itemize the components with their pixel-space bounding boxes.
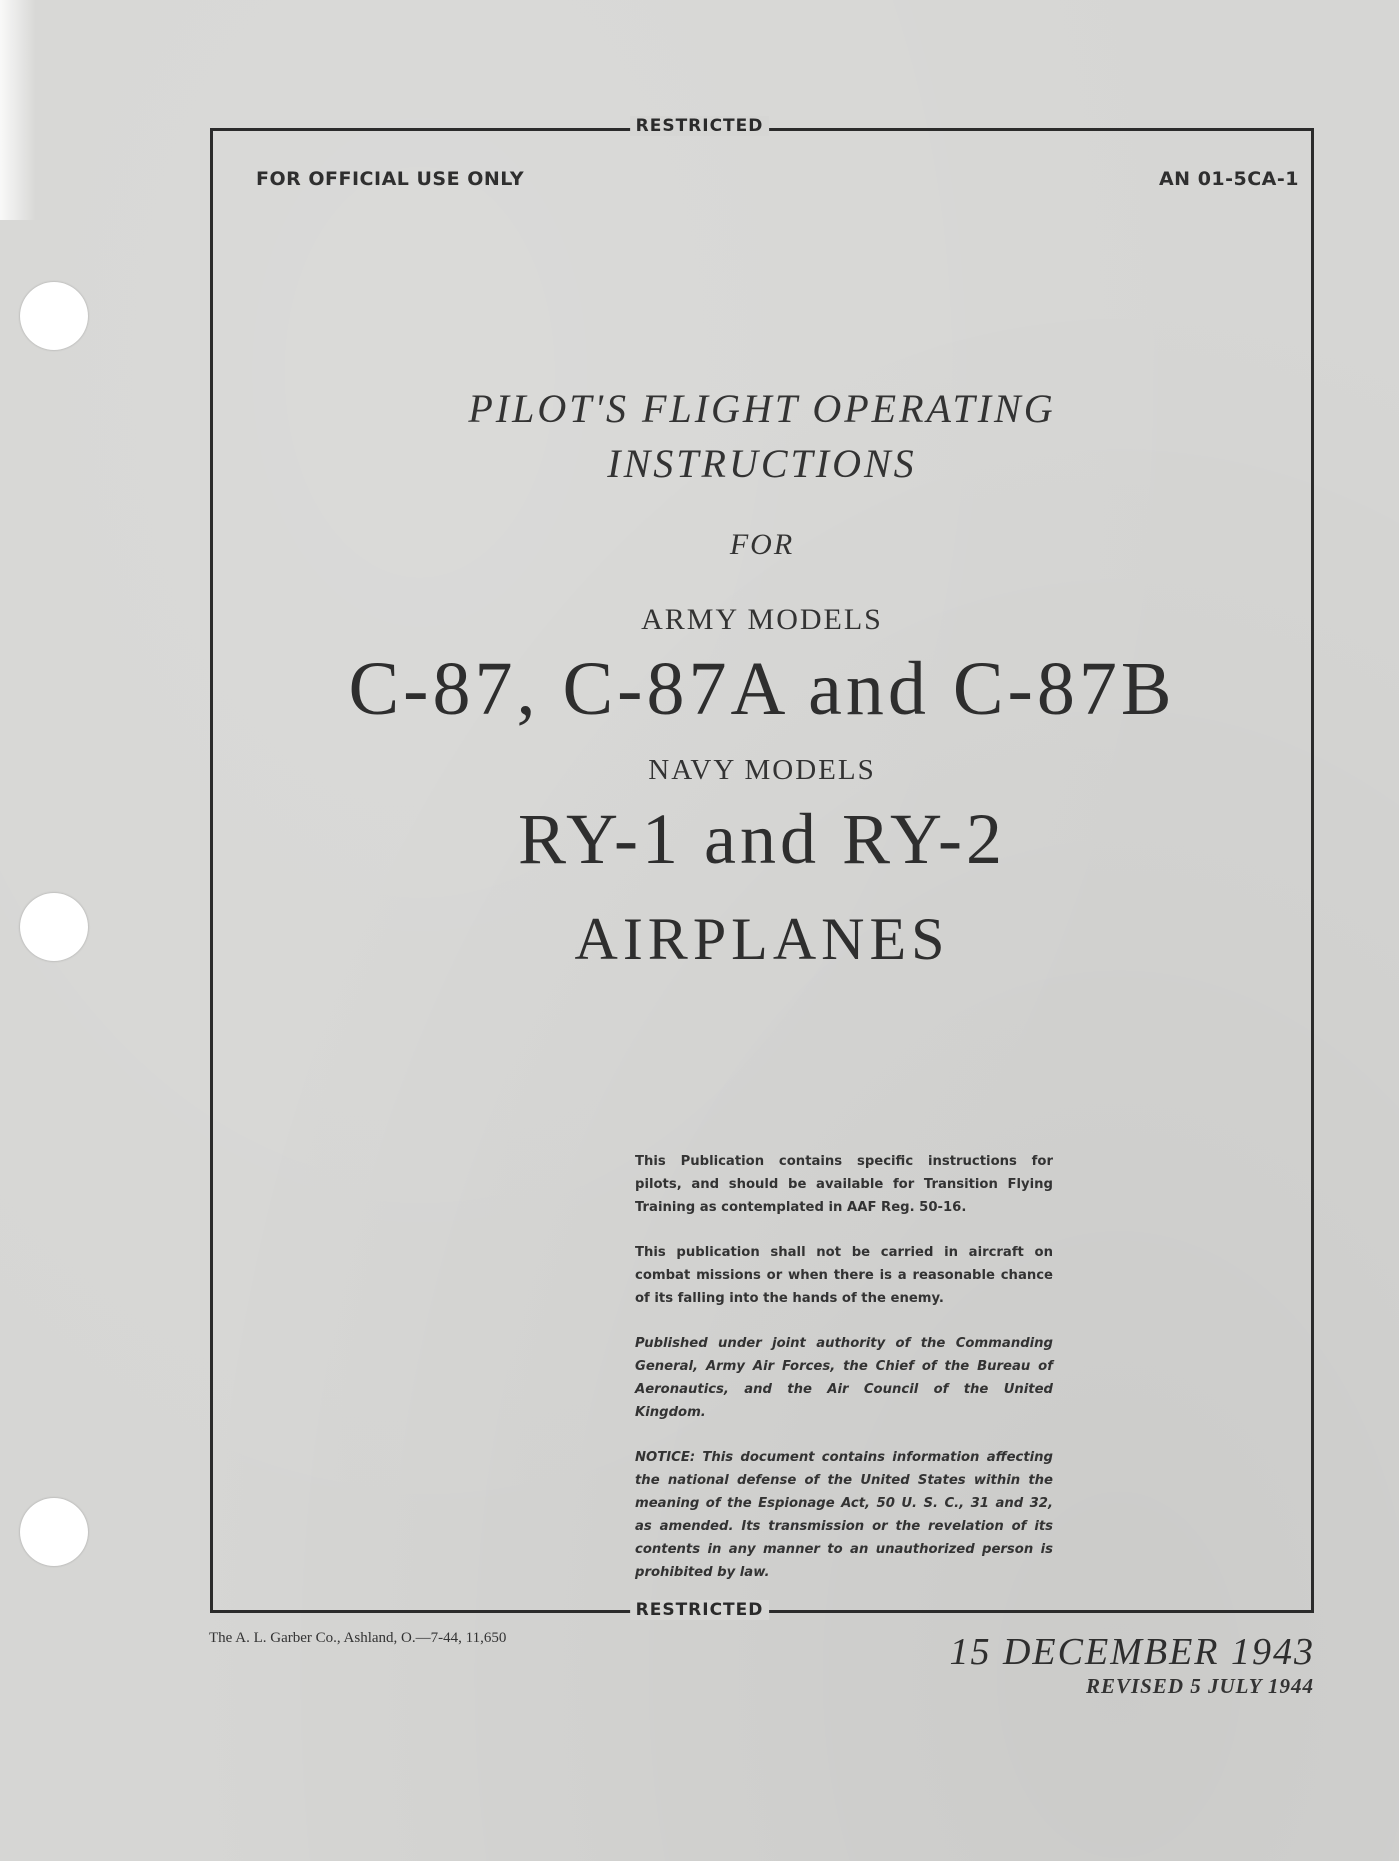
navy-models-label: NAVY MODELS — [648, 754, 876, 786]
title-line-2: INSTRUCTIONS — [607, 441, 917, 486]
notice-paragraph: This Publication contains specific instructions for pilots, and should be available for Transition Flying Training as contemplated in AAF Reg. 50-16. — [635, 1154, 1053, 1215]
notice-paragraph: Published under joint authority of the Commanding General, Army Air Forces, the Chief of the Bureau of Aeronautics, and the Air Council of the United Kingdom. — [635, 1336, 1053, 1420]
printer-imprint: The A. L. Garber Co., Ashland, O.—7-44, 11,650 — [209, 1630, 507, 1646]
navy-models-heading: RY-1 and RY-2 — [517, 799, 1007, 879]
punch-hole-top — [20, 282, 88, 350]
notices-block — [635, 1150, 1053, 1606]
punch-hole-bottom — [20, 1498, 88, 1566]
notice-paragraph: NOTICE: This document contains information affecting the national defense of the United States within the meaning of the Espionage Act, 50 U. S. C., 31 and 32, as amended. Its transmission or the revelation of its contents in any manner to an unauthorized person is prohibited by law. — [635, 1450, 1053, 1580]
army-models-heading: C-87, C-87A and C-87B — [348, 647, 1176, 731]
restricted-label-bottom: RESTRICTED — [630, 1600, 770, 1620]
torn-paper-edge — [0, 0, 36, 220]
title-line-1: PILOT'S FLIGHT OPERATING — [468, 386, 1056, 431]
document-number: AN 01-5CA-1 — [1158, 168, 1299, 190]
notice-paragraph: This publication shall not be carried in aircraft on combat missions or when there is a reasonable chance of its falling into the hands of the enemy. — [635, 1245, 1053, 1306]
official-use-mark: FOR OFFICIAL USE ONLY — [256, 168, 525, 190]
army-models-label: ARMY MODELS — [641, 603, 883, 636]
airplanes-heading: AIRPLANES — [574, 906, 950, 972]
revision-date: REVISED 5 JULY 1944 — [1085, 1674, 1314, 1698]
punch-hole-middle — [20, 893, 88, 961]
publication-date: 15 DECEMBER 1943 — [949, 1631, 1315, 1673]
for-label: FOR — [729, 528, 795, 561]
restricted-label-top: RESTRICTED — [630, 116, 770, 136]
